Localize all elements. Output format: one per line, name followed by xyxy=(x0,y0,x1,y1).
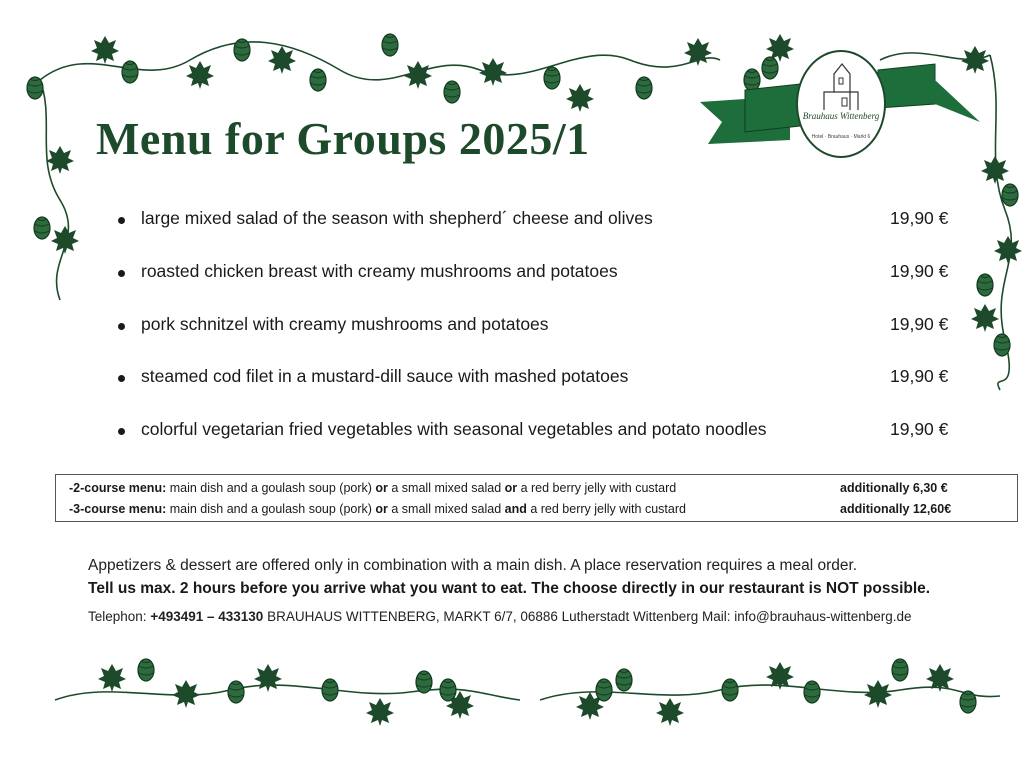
course-extra-price: additionally 12,60€ xyxy=(840,502,952,516)
contact-address-mail: BRAUHAUS WITTENBERG, MARKT 6/7, 06886 Lutherstadt Wittenberg Mail: info@brauhaus-wittenberg.de xyxy=(263,609,912,624)
course-conj: or xyxy=(375,481,388,495)
bullet-icon xyxy=(118,375,125,382)
course-conj: and xyxy=(504,502,527,516)
course-row-2 xyxy=(69,481,676,495)
course-text: main dish and a goulash soup (pork) xyxy=(166,502,376,516)
logo-subtitle: Hotel · Brauhaus · Markt 6 xyxy=(811,134,871,140)
bullet-icon xyxy=(118,428,125,435)
dish-price: 19,90 € xyxy=(890,260,949,281)
note-appetizers: Appetizers & dessert are offered only in combination with a main dish. A place reservation requires a meal order. xyxy=(88,557,858,574)
contact-prefix: Telephon: xyxy=(88,609,151,624)
menu-list xyxy=(118,208,968,472)
logo-script: Brauhaus Wittenberg xyxy=(802,111,880,121)
contact-line xyxy=(88,609,912,624)
hop-cone-icon xyxy=(138,659,976,713)
course-conj: or xyxy=(504,481,518,495)
course-conj: or xyxy=(375,502,388,516)
dish-name: roasted chicken breast with creamy mushrooms and potatoes xyxy=(141,260,618,281)
note-order-deadline: Tell us max. 2 hours before you arrive what you want to eat. The choose directly in our restaurant is NOT possible. xyxy=(88,580,931,597)
contact-phone: +493491 – 433130 xyxy=(150,609,264,624)
course-extra-price: additionally 6,30 € xyxy=(840,481,948,495)
dish-name: colorful vegetarian fried vegetables with seasonal vegetables and potato noodles xyxy=(141,419,767,440)
course-text: main dish and a goulash soup (pork) xyxy=(166,481,376,495)
course-label: -3-course menu: xyxy=(69,502,167,516)
dish-price: 19,90 € xyxy=(890,208,949,228)
bullet-icon xyxy=(118,217,125,224)
course-text: a small mixed salad xyxy=(387,481,505,495)
list-item xyxy=(118,419,968,472)
course-label: -2-course menu: xyxy=(69,481,167,495)
course-text: a small mixed salad xyxy=(387,502,505,516)
list-item xyxy=(118,208,968,261)
dish-price: 19,90 € xyxy=(890,419,949,440)
list-item xyxy=(118,314,968,367)
page-title: Menu for Groups 2025/1 xyxy=(96,113,590,164)
list-item xyxy=(118,261,968,314)
course-text: a red berry jelly with custard xyxy=(526,502,686,516)
hop-leaf-icon xyxy=(98,662,954,726)
list-item xyxy=(118,366,968,419)
dish-price: 19,90 € xyxy=(890,366,949,387)
course-row-3 xyxy=(69,502,686,516)
dish-name: steamed cod filet in a mustard-dill sauce with mashed potatoes xyxy=(141,366,629,387)
course-text: a red berry jelly with custard xyxy=(517,481,677,495)
bullet-icon xyxy=(118,270,125,277)
course-menu-box xyxy=(55,474,1018,522)
dish-name: pork schnitzel with creamy mushrooms and potatoes xyxy=(141,313,549,334)
dish-name: large mixed salad of the season with shepherd´ cheese and olives xyxy=(141,208,653,228)
tower-icon xyxy=(798,52,884,112)
brauhaus-logo xyxy=(796,50,886,158)
dish-price: 19,90 € xyxy=(890,313,949,334)
bullet-icon xyxy=(118,323,125,330)
